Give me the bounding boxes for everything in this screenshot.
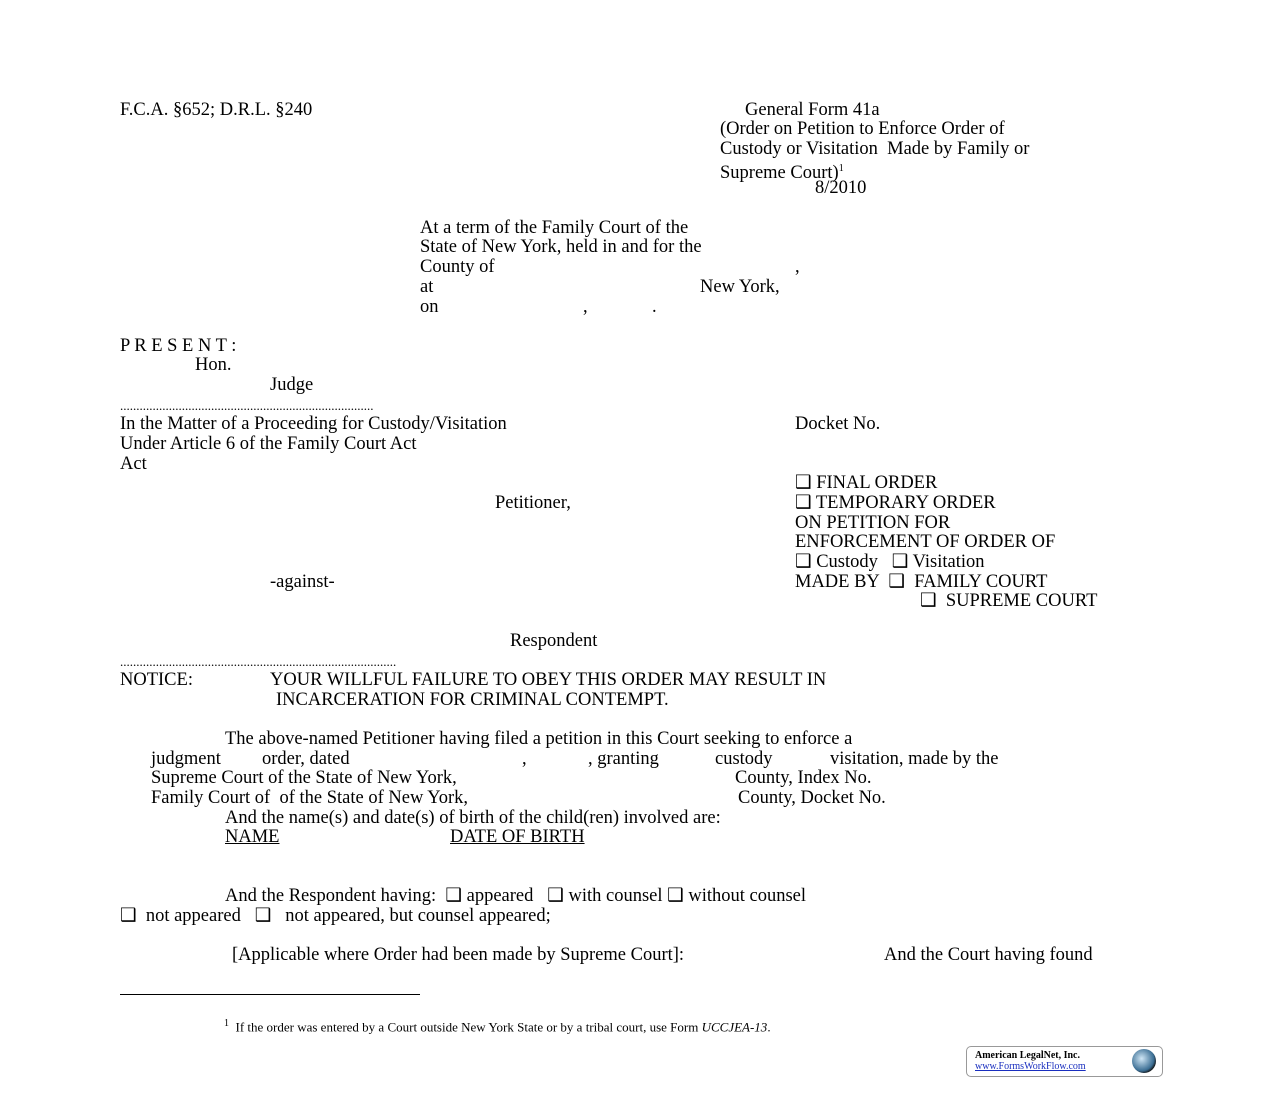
body-text: Family Court of of the State of New York,	[151, 788, 469, 808]
body-text: order, dated	[262, 749, 350, 769]
term-line: County of	[420, 257, 495, 277]
court-found: And the Court having found	[884, 945, 1093, 965]
order-type-text: ENFORCEMENT OF ORDER OF	[795, 532, 1056, 552]
body-text: ,	[522, 749, 527, 769]
logo-name: American LegalNet, Inc.	[975, 1050, 1080, 1061]
respondent-appearance[interactable]: ❑ not appeared ❑ not appeared, but counsel appeared;	[120, 906, 551, 926]
term-line: on	[420, 297, 439, 317]
divider-dots: .....................................................................................	[120, 654, 397, 669]
body-text: visitation, made by the	[830, 749, 999, 769]
body-text: County, Docket No.	[738, 788, 886, 808]
term-text: ,	[795, 257, 800, 277]
term-text: New York,	[700, 277, 780, 297]
caption-line: Act	[120, 454, 147, 474]
term-text: ,	[583, 297, 588, 317]
checkbox-temporary-order[interactable]: ❑ TEMPORARY ORDER	[795, 493, 996, 513]
against-label: -against-	[270, 572, 335, 592]
body-text: , granting	[588, 749, 659, 769]
logo-url[interactable]: www.FormsWorkFlow.com	[975, 1061, 1086, 1072]
order-type-text: ON PETITION FOR	[795, 513, 951, 533]
present-label: P R E S E N T :	[120, 336, 237, 356]
globe-icon	[1132, 1049, 1156, 1073]
body-text: And the name(s) and date(s) of birth of the child(ren) involved are:	[225, 808, 721, 828]
form-title: Supreme Court)$^1$	[720, 163, 844, 184]
footnote-rule	[120, 994, 420, 995]
hon-label: Hon.	[195, 355, 232, 375]
form-title: (Order on Petition to Enforce Order of	[720, 119, 1005, 139]
checkbox-family-court[interactable]: MADE BY ❑ FAMILY COURT	[795, 572, 1048, 592]
caption-line: Under Article 6 of the Family Court Act	[120, 434, 417, 454]
body-text: County, Index No.	[735, 768, 872, 788]
term-line: State of New York, held in and for the	[420, 237, 702, 257]
form-date: 8/2010	[815, 178, 867, 198]
checkbox-custody-visitation[interactable]: ❑ Custody ❑ Visitation	[795, 552, 985, 572]
petitioner-label: Petitioner,	[495, 493, 571, 513]
footnote: $^1$ If the order was entered by a Court outside New York State or by a tribal court, use Form UCCJEA-13.	[224, 1018, 771, 1035]
form-number: General Form 41a	[745, 100, 880, 120]
judge-label: Judge	[270, 375, 314, 395]
body-text: Supreme Court of the State of New York,	[151, 768, 457, 788]
american-legalnet-logo[interactable]	[966, 1046, 1163, 1077]
body-text: custody	[715, 749, 773, 769]
respondent-label: Respondent	[510, 631, 598, 651]
term-line: At a term of the Family Court of the	[420, 218, 689, 238]
name-header: NAME	[225, 827, 280, 847]
notice-text: YOUR WILLFUL FAILURE TO OBEY THIS ORDER MAY RESULT IN	[270, 670, 827, 690]
body-text: The above-named Petitioner having filed a petition in this Court seeking to enforce a	[225, 729, 853, 749]
notice-label: NOTICE:	[120, 670, 193, 690]
term-line: at	[420, 277, 434, 297]
statute: F.C.A. §652; D.R.L. §240	[120, 100, 313, 120]
respondent-appearance[interactable]: And the Respondent having: ❑ appeared ❑ with counsel ❑ without counsel	[225, 886, 807, 906]
checkbox-supreme-court[interactable]: ❑ SUPREME COURT	[920, 591, 1098, 611]
docket-label: Docket No.	[795, 414, 881, 434]
form-title: Custody or Visitation Made by Family or	[720, 139, 1030, 159]
caption-line: In the Matter of a Proceeding for Custody/Visitation	[120, 414, 507, 434]
term-text: .	[652, 297, 657, 317]
divider-dots: ..............................................................................	[120, 398, 374, 413]
dob-header: DATE OF BIRTH	[450, 827, 585, 847]
applicable-note: [Applicable where Order had been made by Supreme Court]:	[232, 945, 685, 965]
body-text: judgment	[151, 749, 221, 769]
notice-text: INCARCERATION FOR CRIMINAL CONTEMPT.	[276, 690, 669, 710]
checkbox-final-order[interactable]: ❑ FINAL ORDER	[795, 473, 938, 493]
